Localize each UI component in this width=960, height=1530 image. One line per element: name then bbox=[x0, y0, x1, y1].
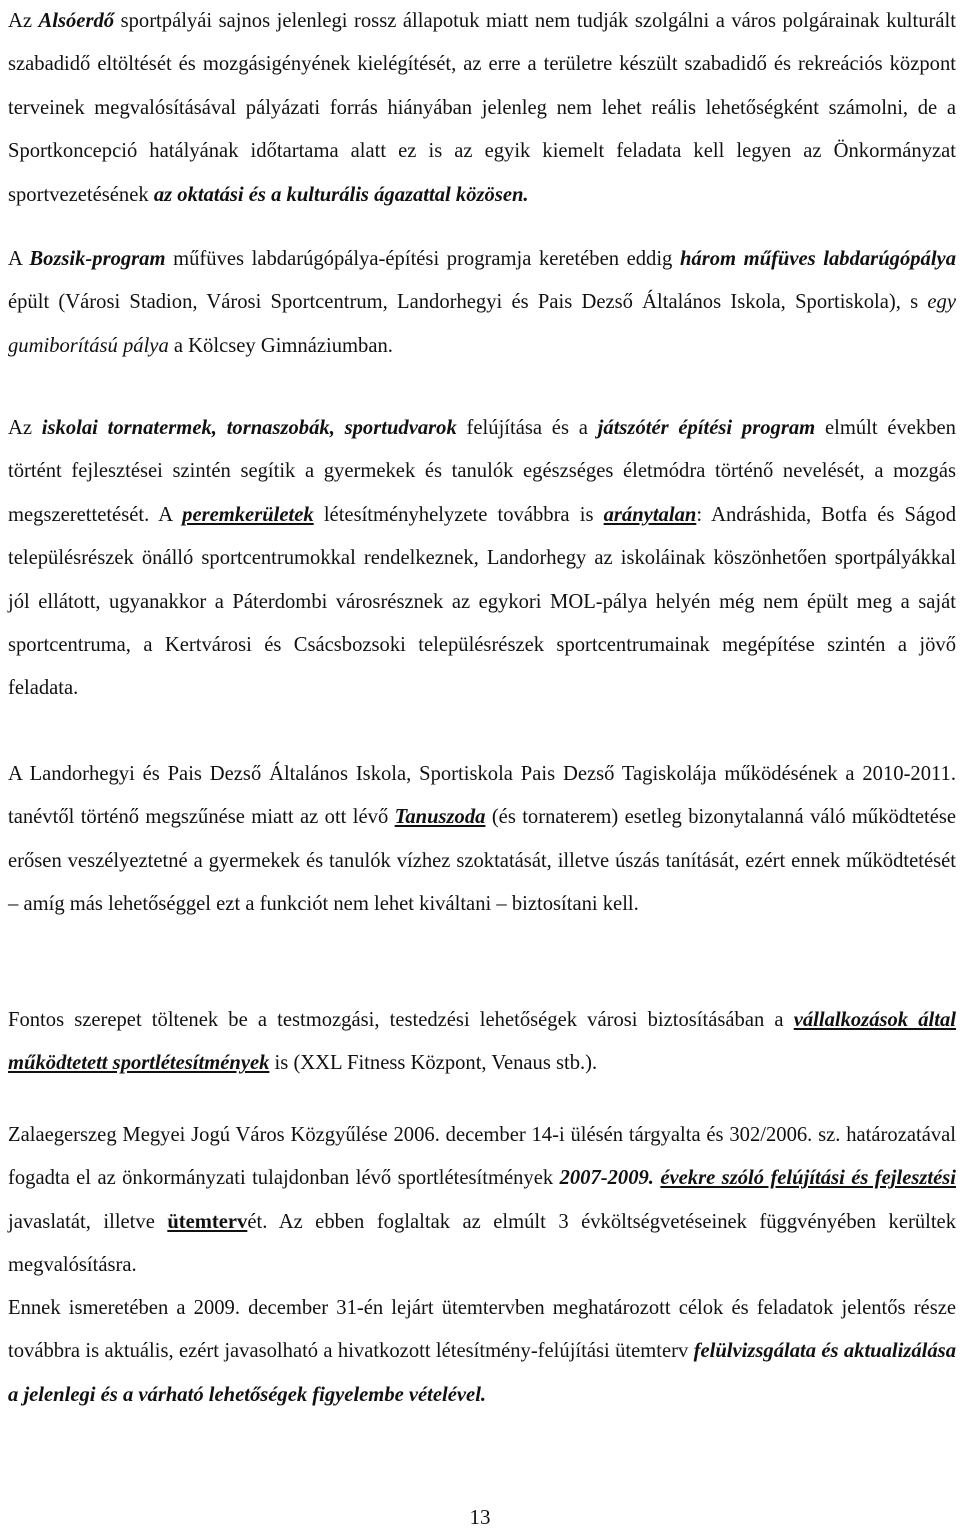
paragraph-tanuszoda bbox=[8, 753, 956, 927]
text-run: is (XXL Fitness Központ, Venaus stb.). bbox=[269, 1052, 598, 1075]
text-run: (és tornaterem) esetleg bizonytalanná váló működtetése erősen veszélyeztetné a gyermekek és tanulók vízhez szoktatását, illetve úszás tanítását, ezért ennek működtetését – amíg más lehetőséggel ezt a funkciót nem lehet kiváltani – biztosítani kell. bbox=[8, 806, 956, 916]
emphasis-place-name: Alsóerdő bbox=[38, 10, 115, 32]
paragraph-bozsik-program bbox=[8, 238, 956, 368]
paragraph-schedule-review bbox=[8, 1287, 956, 1417]
text-run: a Kölcsey Gimnáziumban. bbox=[168, 334, 393, 357]
bold-underlined-text: ütemterv bbox=[167, 1210, 248, 1233]
text-run: Ennek ismeretében a 2009. december 31-én lejárt ütemtervben meghatározott célok és feladatok jelentős része továbbra is aktuális, ezért javasolható a hivatkozott létesítmény-felújítási ütemterv bbox=[8, 1297, 956, 1363]
text-run: Az bbox=[8, 417, 42, 439]
text-run: Zalaegerszeg Megyei Jogú Város Közgyűlése 2006. december 14-i ülésén tárgyalta és 302/2006. sz. határozatával fogadta el az önkormányzati tulajdonban lévő sportlétesítmények bbox=[8, 1124, 956, 1190]
text-run: elmúlt években történt fejlesztései szintén segítik a gyermekek és tanulók egészséges életmódra történő nevelését, a mozgás megszerettetését. A bbox=[8, 417, 956, 526]
italic-text: egy gumiborítású pálya bbox=[8, 291, 956, 357]
emphasis-text: játszótér építési program bbox=[597, 417, 816, 439]
text-run: A Landorhegyi és Pais Dezső Általános Iskola, Sportiskola Pais Dezső Tagiskolája működésének a 2010-2011. tanévtől történő megszűnése miatt az ott lévő bbox=[8, 763, 956, 829]
text-run: javaslatát, illetve bbox=[8, 1210, 168, 1233]
paragraph-council-decision bbox=[8, 1114, 956, 1288]
text-run: sportpályái sajnos jelenlegi rossz állapotuk miatt nem tudják szolgálni a város polgárainak kulturált szabadidő eltöltését és mozgásigényének kielégítését, az erre a területre készült szabadidő és rekreációs központ terveinek megvalósításával pályázati forrás hiányában jelenleg nem lehet reális lehetőségként számolni, de a Sportkoncepció hatályának időtartama alatt ez is az egyik kiemelt feladata kell legyen az Önkormányzat sportvezetésének bbox=[8, 10, 956, 206]
text-run: : Andráshida, Botfa és Ságod településrészek önálló sportcentrumokkal rendelkeznek, Landorhegy az iskoláinak köszönhetően sportpályákkal jól ellátott, ugyanakkor a Páterdombi városrésznek az egykori MOL-pálya helyén még nem épült meg a saját sportcentruma, a Kertvárosi és Csácsbozsoki településrészek sportcentrumainak megépítése szintén a jövő feladata. bbox=[8, 503, 957, 700]
text-run: felújítása és a bbox=[456, 417, 598, 439]
text-run: épült (Városi Stadion, Városi Sportcentrum, Landorhegyi és Pais Dezső Általános Iskola, Sportiskola), s bbox=[8, 291, 928, 314]
text-run: létesítményhelyzete továbbra is bbox=[313, 503, 604, 526]
paragraph-enterprises bbox=[8, 999, 956, 1086]
emphasis-text: felülvizsgálata és aktualizálása a jelenlegi és a várható lehetőségek figyelembe vételével. bbox=[8, 1340, 956, 1406]
emphasis-text: 2007-2009. bbox=[559, 1167, 654, 1190]
page-number: 13 bbox=[469, 1505, 491, 1529]
emphasis-underlined-text: Tanuszoda bbox=[394, 806, 486, 829]
emphasis-underlined-text: vállalkozások által működtetett sportlétesítmények bbox=[8, 1009, 956, 1075]
text-run: műfüves labdarúgópálya-építési programja keretében eddig bbox=[165, 248, 680, 270]
text-run: Az bbox=[8, 10, 39, 32]
text-run: Fontos szerepet töltenek be a testmozgási, testedzési lehetőségek városi biztosításában a bbox=[8, 1009, 794, 1031]
paragraph-alsoerdo bbox=[8, 0, 956, 217]
emphasis-text: az oktatási és a kulturális ágazattal közösen. bbox=[153, 183, 529, 206]
text-run: A bbox=[8, 248, 30, 270]
paragraph-school-facilities bbox=[8, 407, 956, 711]
emphasis-text: három műfüves labdarúgópálya bbox=[679, 248, 956, 270]
emphasis-program-name: Bozsik-program bbox=[29, 248, 166, 270]
emphasis-underlined-text: évekre szóló felújítási és fejlesztési bbox=[660, 1167, 957, 1190]
emphasis-text: iskolai tornatermek, tornaszobák, sportudvarok bbox=[41, 417, 457, 439]
emphasis-underlined-text: aránytalan bbox=[603, 503, 697, 526]
text-run: ét. Az ebben foglaltak az elmúlt 3 évköltségvetéseinek függvényében kerültek megvalósításra. bbox=[8, 1210, 956, 1277]
emphasis-underlined-text: peremkerületek bbox=[182, 503, 314, 526]
